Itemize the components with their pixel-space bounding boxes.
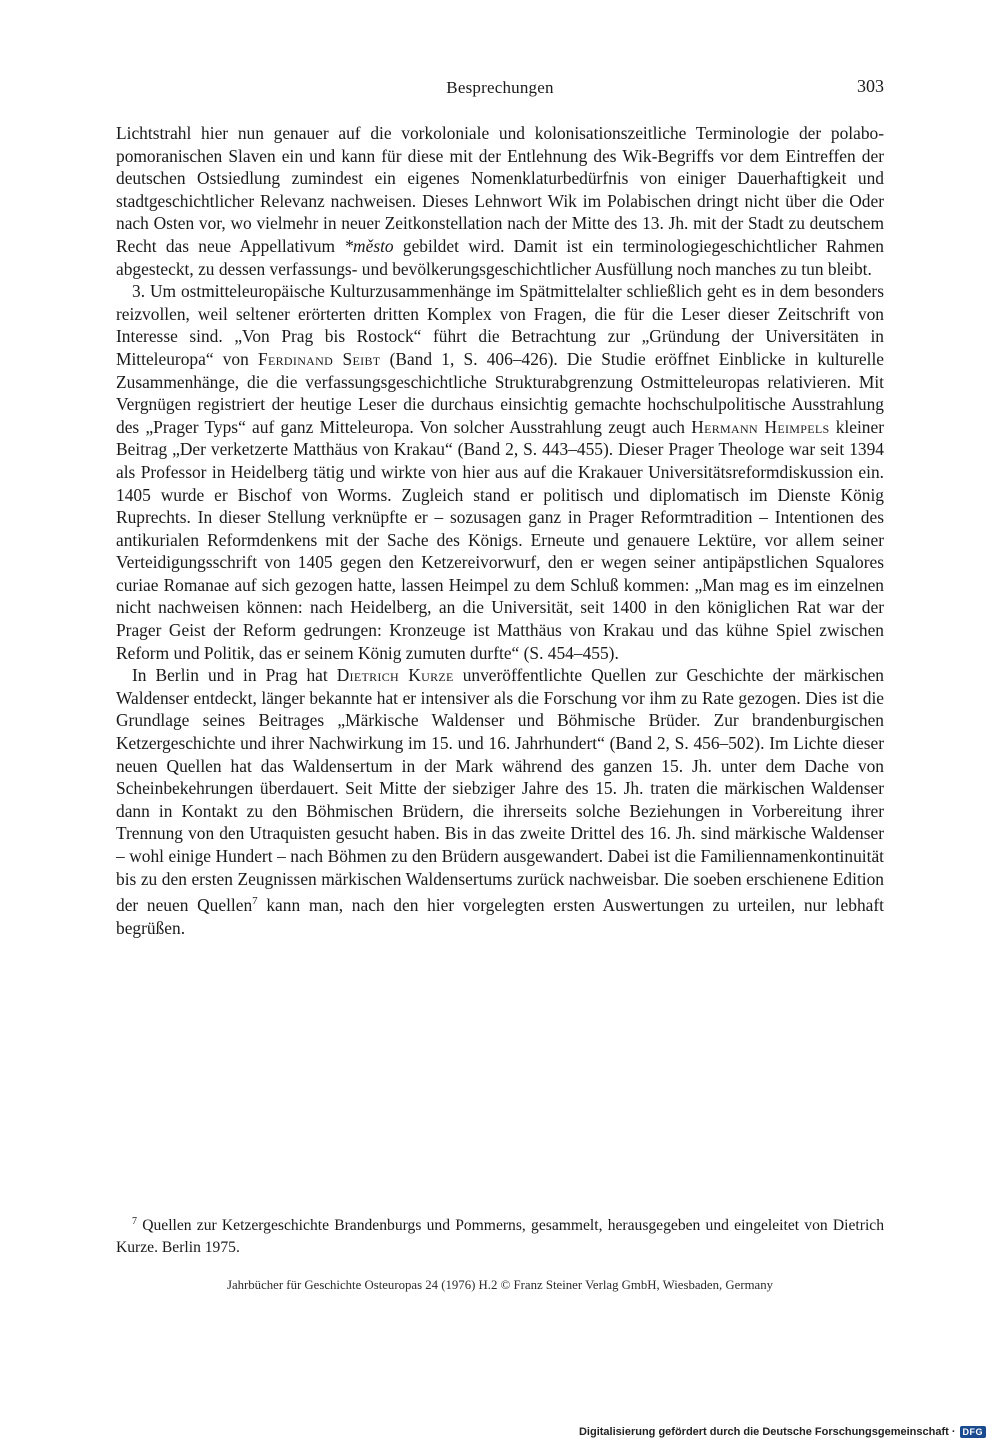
text-run: kleiner Beitrag „Der verketzerte Matthäus von Krakau“ (Band 2, S. 443–455). Dieser Prager Theologe war seit 1394 als Professor in Heidelberg tätig und wirkte von hier aus auf die Krakauer Universitätsreformdiskussion ein. 1405 wurde er Bischof von Worms. Zugleich stand er politisch und diplomatisch im Dienste König Ruprechts. In dieser Stellung verknüpfte er – sozusagen ganz in Prager Reformtradition – Intentionen des antikurialen Reformdenkens mit der Sache des Königs. Erneute und genauere Lektüre, vor allem seiner Verteidigungsschrift von 1405 gegen den Ketzereivorwurf, den er wegen seiner antipäpstlichen Squalores curiae Romanae auf sich gezogen hatte, lassen Heimpel zu dem Schluß kommen: „Man mag es im einzelnen nicht nachweisen können: nach Heidelberg, an die Universität, seit 1400 in den königlichen Rat war der Prager Geist der Reform gedrungen: Kronzeuge ist Matthäus von Krakau und das kühne Spiel zwischen Reform und Politik, das er seinem König zumuten durfte“ (S. 454–455). [116,416,884,663]
dfg-logo: DFG [960,1426,987,1438]
footnote-text: Quellen zur Ketzergeschichte Brandenburgs und Pommerns, gesammelt, herausgegeben und eingeleitet von Dietrich Kurze. Berlin 1975. [116,1217,884,1257]
paragraph-3 [116,664,884,939]
footnote-marker: 7 [132,1216,137,1227]
text-run: kann man, nach den hier vorgelegten ersten Auswertungen zu urteilen, nur lebhaft begrüßen. [116,894,885,938]
running-title: Besprechungen [446,78,554,97]
page-number: 303 [857,76,884,96]
author-name: Ferdinand Seibt [258,348,381,369]
text-run: (Band 1, S. 406–426). Die Studie eröffnet Einblicke in kulturelle Zusammenhänge, die die verfassungsgeschichtliche Strukturabgrenzung Ostmitteleuropas relativieren. Mit Vergnügen registriert der heutige Leser die durchaus einsichtig gemachte hochschulpolitische Ausstrahlung des „Prager Typs“ auf ganz Mitteleuropa. Von solcher Ausstrahlung zeugt auch [116,348,884,437]
running-head [112,78,888,106]
text-run: In Berlin und in Prag hat [132,665,337,686]
text-run: unveröffentlichte Quellen zur Geschichte der märkischen Waldenser entdeckt, länger bekannte hat er intensiver als die Forschung vor ihm zu Rate gezogen. Dies ist die Grundlage seines Beitrages „Märkische Waldenser und Böhmische Brüder. Zur brandenburgischen Ketzergeschichte und ihrer Nachwirkung im 15. und 16. Jahrhundert“ (Band 2, S. 456–502). Im Lichte dieser neuen Quellen hat das Waldensertum in der Mark während des ganzen 15. Jh. unter dem Dache von Scheinbekehrungen überdauert. Seit Mitte der siebziger Jahre des 15. Jh. traten die märkischen Waldenser dann in Kontakt zu den Böhmischen Brüdern, die ihrerseits solche Beziehungen in Vorbereitung ihrer Trennung von den Utraquisten gesucht haben. Bis in das zweite Drittel des 16. Jh. sind märkische Waldenser – wohl einige Hundert – nach Böhmen zu den Brüdern ausgewandert. Dabei ist die Familiennamenkontinuität bis zu den ersten Zeugnissen märkischen Waldensertums zurück nachweisbar. Die soeben erschienene Edition der neuen Quellen [116,665,884,915]
dfg-notice-text: Digitalisierung gefördert durch die Deutsche Forschungsgemeinschaft · [578,1426,956,1438]
text-run: gebildet wird. Damit ist ein terminologiegeschichtlicher Rahmen abgesteckt, zu dessen verfassungs- und bevölkerungsgeschichtlicher Ausfüllung noch manches zu tun bleibt. [116,235,884,279]
author-name: Dietrich Kurze [336,665,454,686]
paragraph-2 [116,280,884,664]
text-run: 3. Um ostmitteleuropäische Kulturzusammenhänge im Spätmittelalter schließlich geht es in dem besonders reizvollen, weil seltener erörterten dritten Komplex von Fragen, die für die Leser dieser Zeitschrift von Interesse sind. „Von Prag bis Rostock“ führt die Betrachtung zur „Gründung der Universitäten in Mitteleuropa“ von [116,281,884,369]
text-run: Lichtstrahl hier nun genauer auf die vorkoloniale und kolonisationszeitliche Terminologie der polabo-pomoranischen Slaven ein und kann für diese mit der Entlehnung des Wik-Begriffs vor dem Eintreffen der deutschen Ostsiedlung zumindest ein eigenes Nomenklaturbedürfnis von einiger Dauerhaftigkeit und stadtgeschichtlicher Relevanz nachweisen. Dieses Lehnwort Wik im Polabischen dringt nicht über die Oder nach Osten vor, wo vielmehr in neuer Zeitkonstellation nach der Mitte des 13. Jh. mit der Stadt zu deutschem Recht das neue Appellativum [116,123,884,256]
footnote [116,1211,884,1259]
footnote-reference: 7 [252,895,258,908]
paragraph-1 [116,122,884,280]
body-text [116,122,884,939]
author-name: Hermann Heimpels [691,416,830,437]
italic-term: *město [344,235,394,256]
dfg-notice [579,1424,986,1440]
imprint-line: Jahrbücher für Geschichte Osteuropas 24 (1976) H.2 © Franz Steiner Verlag GmbH, Wiesbaden, Germany [226,1278,774,1292]
